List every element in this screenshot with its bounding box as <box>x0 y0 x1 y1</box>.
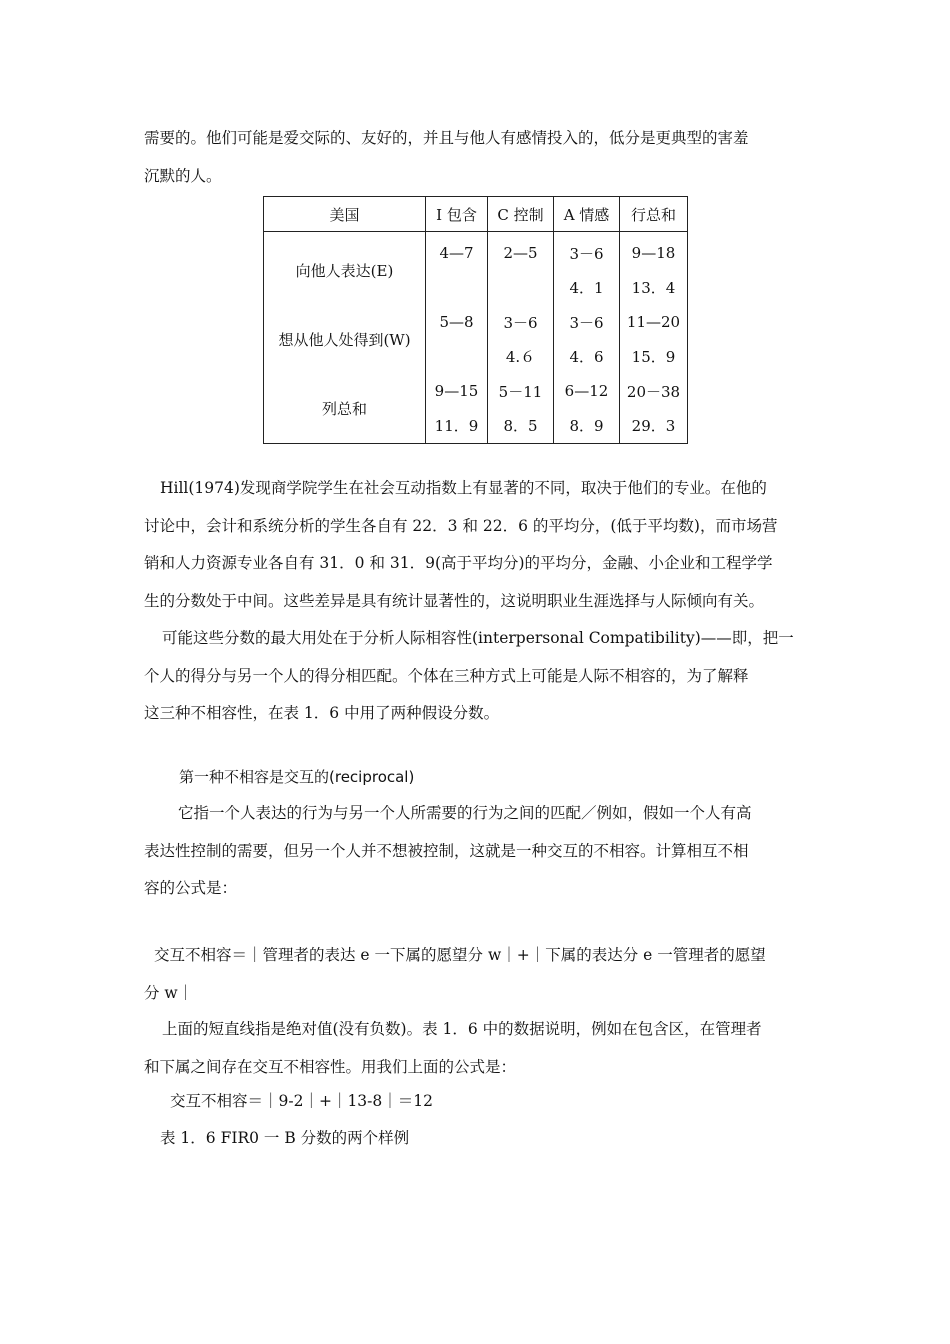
table-cell <box>426 271 488 306</box>
section-heading: 第一种不相容是交互的(reciprocal) <box>179 768 415 786</box>
table-cell: 2—5 <box>488 232 554 271</box>
text-line: 生的分数处于中间。这些差异是具有统计显著性的，这说明职业生涯选择与人际倾向有关。 <box>144 591 765 610</box>
table-row <box>264 374 688 409</box>
table-row <box>264 232 688 271</box>
text-line: 可能这些分数的最大用处在于分析人际相容性(interpersonal Compatibility)——即，把一 <box>162 629 794 647</box>
table-cell: 3－6 <box>488 305 554 340</box>
text-line: 交互不相容＝｜管理者的表达 e 一下属的愿望分 w｜+｜下属的表达分 e 一管理者的愿望 <box>154 946 766 964</box>
text-line: 和下属之间存在交互不相容性。用我们上面的公式是： <box>144 1057 517 1076</box>
text-line: 个人的得分与另一个人的得分相匹配。个体在三种方式上可能是人际不相容的，为了解释 <box>144 666 749 685</box>
text-line: 容的公式是： <box>144 879 238 897</box>
text-line: 分 w｜ <box>144 983 194 1002</box>
table-row <box>264 305 688 340</box>
table-cell: 4—7 <box>426 232 488 271</box>
text-line: 销和人力资源专业各自有 31．0 和 31．9(高于平均分)的平均分，金融、小企业和工程学学 <box>144 554 773 572</box>
table-header-row <box>264 197 688 232</box>
header-country: 美国 <box>264 197 426 232</box>
intro-paragraph <box>144 120 808 195</box>
table-cell: 13．4 <box>620 271 688 306</box>
table-cell: 20－38 <box>620 374 688 409</box>
table-cell: 5—8 <box>426 305 488 340</box>
table-cell: 4．6 <box>554 340 620 375</box>
absolute-value-paragraph <box>144 1011 808 1086</box>
text-line: 表达性控制的需要，但另一个人并不想被控制，这就是一种交互的不相容。计算相互不相 <box>144 841 749 860</box>
table-cell: 9—18 <box>620 232 688 271</box>
table-cell: 8．5 <box>488 409 554 444</box>
text-line: 需要的。他们可能是爱交际的、友好的，并且与他人有感情投入的，低分是更典型的害羞 <box>144 129 749 147</box>
table-cell: 3－6 <box>554 305 620 340</box>
header-row-total: 行总和 <box>620 197 688 232</box>
table-cell: 4.６ <box>488 340 554 375</box>
row-label-want: 想从他人处得到(W) <box>278 331 411 349</box>
text-line: 这三种不相容性，在表 1．6 中用了两种假设分数。 <box>144 704 500 722</box>
table-cell: 3－6 <box>554 232 620 271</box>
header-inclusion: I 包含 <box>426 197 488 232</box>
table-cell: 15．9 <box>620 340 688 375</box>
table-cell: 5－11 <box>488 374 554 409</box>
fir-score-table <box>263 196 688 444</box>
reciprocal-paragraph <box>144 795 808 908</box>
text-line: 上面的短直线指是绝对值(没有负数)。表 1．6 中的数据说明，例如在包含区，在管理者 <box>162 1020 762 1038</box>
row-label-express: 向他人表达(E) <box>295 262 394 280</box>
table-caption: 表 1．6 FIR0 一 B 分数的两个样例 <box>160 1129 410 1147</box>
table-cell: 6—12 <box>554 374 620 409</box>
text-line: Hill(1974)发现商学院学生在社会互动指数上有显著的不同，取决于他们的专业。在他的 <box>160 479 767 497</box>
table-cell: 8．9 <box>554 409 620 444</box>
text-line: 它指一个人表达的行为与另一个人所需要的行为之间的匹配／例如，假如一个人有高 <box>178 804 752 822</box>
text-line: 沉默的人。 <box>144 166 222 185</box>
header-affection: A 情感 <box>554 197 620 232</box>
header-control: C 控制 <box>488 197 554 232</box>
formula-paragraph <box>144 937 808 1012</box>
table-cell <box>426 340 488 375</box>
text-line: 讨论中，会计和系统分析的学生各自有 22．3 和 22．6 的平均分，(低于平均数)，而市场营 <box>144 516 778 535</box>
table-cell <box>488 271 554 306</box>
hill-paragraph <box>144 470 808 733</box>
table-cell: 11—20 <box>620 305 688 340</box>
table-cell: 29．3 <box>620 409 688 444</box>
table-cell: 11．9 <box>426 409 488 444</box>
table-cell: 4．1 <box>554 271 620 306</box>
example-formula: 交互不相容＝｜9-2｜+｜13-8｜＝12 <box>170 1092 433 1110</box>
row-label-column-total: 列总和 <box>321 400 367 418</box>
table-cell: 9—15 <box>426 374 488 409</box>
